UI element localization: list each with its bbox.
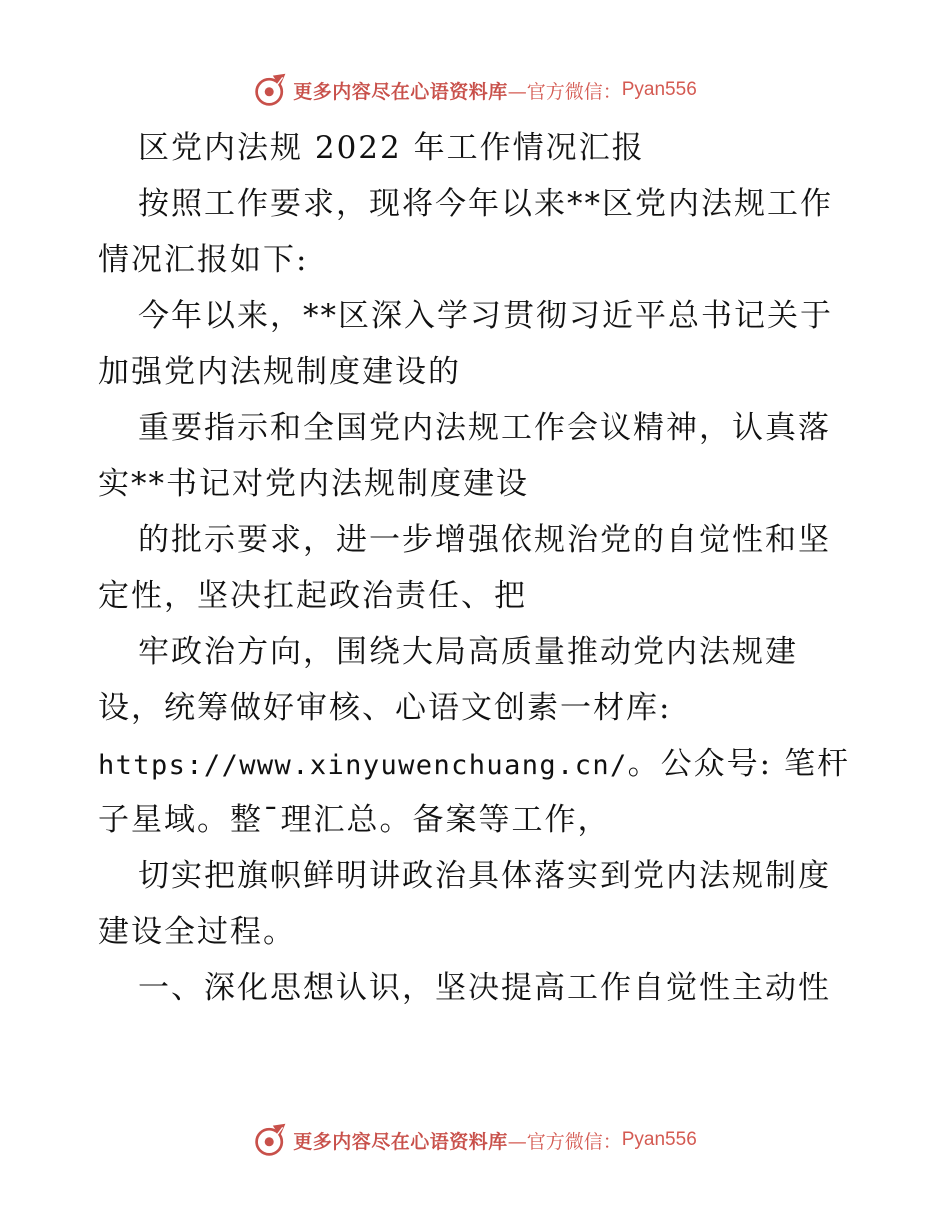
watermark-text: 更多内容尽在心语资料库 xyxy=(293,1130,508,1153)
document-title: 区党内法规 2022 年工作情况汇报 xyxy=(138,130,645,166)
watermark-id: Pyan556 xyxy=(621,1129,697,1150)
website-url: https://www.xinyuwenchuang.cn/ xyxy=(98,750,628,781)
watermark-sub: —官方微信： xyxy=(507,1130,622,1153)
paragraph-line: 的批示要求，进一步增强依规治党的自觉性和坚 xyxy=(138,522,831,558)
watermark-sub: —官方微信： xyxy=(507,80,622,103)
watermark-banner-bottom xyxy=(0,1120,950,1160)
watermark-banner-top xyxy=(0,70,950,110)
pen-logo-icon xyxy=(253,1122,289,1158)
paragraph-line: 设，统筹做好审核、心语文创素一材库: xyxy=(98,690,672,726)
paragraph-line: 重要指示和全国党内法规工作会议精神，认真落 xyxy=(138,410,831,446)
paragraph-line: 子星域。整¯理汇总。备案等工作， xyxy=(98,802,611,838)
paragraph-line: 今年以来，**区深入学习贯彻习近平总书记关于 xyxy=(138,298,833,334)
url-line-rest: 。公众号: 笔杆 xyxy=(627,746,850,782)
paragraph-line: 切实把旗帜鲜明讲政治具体落实到党内法规制度 xyxy=(138,858,831,894)
paragraph-line: 加强党内法规制度建设的 xyxy=(98,354,461,390)
paragraph-line: 实**书记对党内法规制度建设 xyxy=(98,466,529,502)
section-heading: 一、深化思想认识，坚决提高工作自觉性主动性 xyxy=(138,970,831,1006)
paragraph-line: 建设全过程。 xyxy=(98,914,296,950)
paragraph-line: 定性，坚决扛起政治责任、把 xyxy=(98,578,527,614)
pen-logo-icon xyxy=(253,72,289,108)
watermark-text: 更多内容尽在心语资料库 xyxy=(293,80,508,103)
paragraph-line: 按照工作要求，现将今年以来**区党内法规工作 xyxy=(138,186,833,222)
paragraph-line: 牢政治方向，围绕大局高质量推动党内法规建 xyxy=(138,634,798,670)
watermark-id: Pyan556 xyxy=(621,79,697,100)
url-line xyxy=(98,736,858,792)
document-body xyxy=(98,120,858,1016)
paragraph-line: 情况汇报如下: xyxy=(98,242,309,278)
